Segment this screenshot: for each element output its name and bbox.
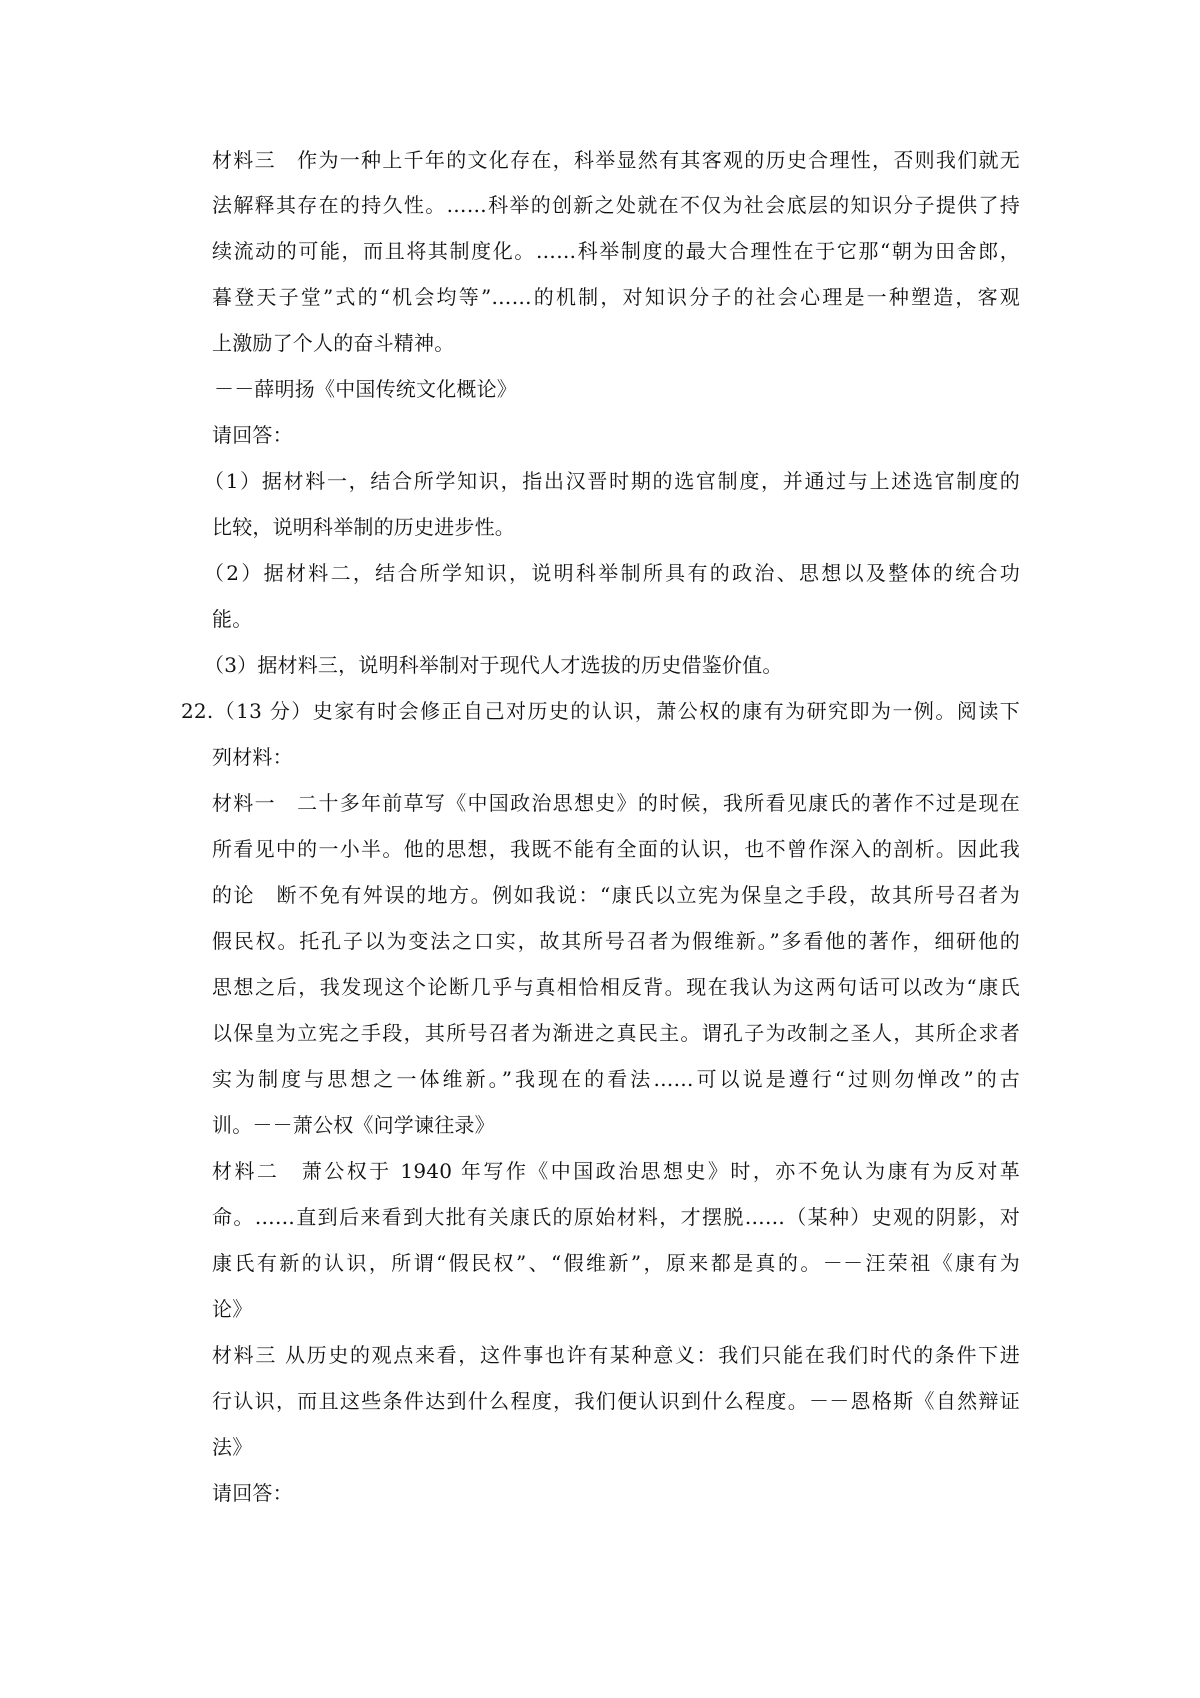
q22-please-answer-label: 请回答：	[212, 1481, 293, 1505]
q22-material-one-line-7: 实为制度与思想之一体维新。”我现在的看法……可以说是遵行“过则勿惮改”的古	[212, 1067, 1020, 1091]
please-answer-label: 请回答：	[212, 423, 293, 447]
q22-material-one-line-8: 训。－－萧公权《问学谏往录》	[212, 1113, 495, 1137]
material-three-line-2: 法解释其存在的持久性。……科举的创新之处就在不仅为社会底层的知识分子提供了持	[212, 193, 1020, 217]
material-three-line-5: 上激励了个人的奋斗精神。	[212, 331, 455, 355]
q22-material-one-line-1: 材料一 二十多年前草写《中国政治思想史》的时候，我所看见康氏的著作不过是现在	[212, 791, 1020, 815]
question-2-line-2: 能。	[212, 607, 253, 631]
q22-material-one-line-6: 以保皇为立宪之手段，其所号召者为渐进之真民主。谓孔子为改制之圣人，其所企求者	[212, 1021, 1020, 1045]
material-three-line-3: 续流动的可能，而且将其制度化。……科举制度的最大合理性在于它那“朝为田舍郎，	[212, 239, 1020, 263]
q22-material-two-line-3: 康氏有新的认识，所谓“假民权”、“假维新”，原来都是真的。－－汪荣祖《康有为	[212, 1251, 1020, 1275]
question-1-line-2: 比较，说明科举制的历史进步性。	[212, 515, 515, 539]
q22-material-one-line-4: 假民权。托孔子以为变法之口实，故其所号召者为假维新。”多看他的著作，细研他的	[212, 929, 1020, 953]
question-3-line: （3）据材料三，说明科举制对于现代人才选拔的历史借鉴价值。	[204, 653, 783, 677]
q22-material-one-line-2: 所看见中的一小半。他的思想，我既不能有全面的认识，也不曾作深入的剖析。因此我	[212, 837, 1020, 861]
question-22-header-cont: 列材料：	[212, 745, 293, 769]
question-2-line-1: （2）据材料二，结合所学知识，说明科举制所具有的政治、思想以及整体的统合功	[204, 561, 1020, 585]
q22-material-two-line-1: 材料二 萧公权于 1940 年写作《中国政治思想史》时，亦不免认为康有为反对革	[212, 1159, 1020, 1183]
q22-material-two-line-2: 命。……直到后来看到大批有关康氏的原始材料，才摆脱……（某种）史观的阴影，对	[212, 1205, 1020, 1229]
q22-material-one-line-3: 的论 断不免有舛误的地方。例如我说：“康氏以立宪为保皇之手段，故其所号召者为	[212, 883, 1020, 907]
material-three-line-4: 暮登天子堂”式的“机会均等”……的机制，对知识分子的社会心理是一种塑造，客观	[212, 285, 1020, 309]
q22-material-three-line-3: 法》	[212, 1435, 253, 1459]
q22-material-one-line-5: 思想之后，我发现这个论断几乎与真相恰相反背。现在我认为这两句话可以改为“康氏	[212, 975, 1020, 999]
question-1-line-1: （1）据材料一，结合所学知识，指出汉晋时期的选官制度，并通过与上述选官制度的	[204, 469, 1020, 493]
q22-material-two-line-4: 论》	[212, 1297, 253, 1321]
material-three-line-1: 材料三 作为一种上千年的文化存在，科举显然有其客观的历史合理性，否则我们就无	[212, 148, 1020, 172]
q22-material-three-line-2: 行认识，而且这些条件达到什么程度，我们便认识到什么程度。－－恩格斯《自然辩证	[212, 1389, 1020, 1413]
source-citation: －－薛明扬《中国传统文化概论》	[214, 377, 517, 401]
q22-material-three-line-1: 材料三 从历史的观点来看，这件事也许有某种意义：我们只能在我们时代的条件下进	[212, 1343, 1020, 1367]
question-22-header: 22.（13 分）史家有时会修正自己对历史的认识，萧公权的康有为研究即为一例。阅读下	[181, 699, 1020, 723]
